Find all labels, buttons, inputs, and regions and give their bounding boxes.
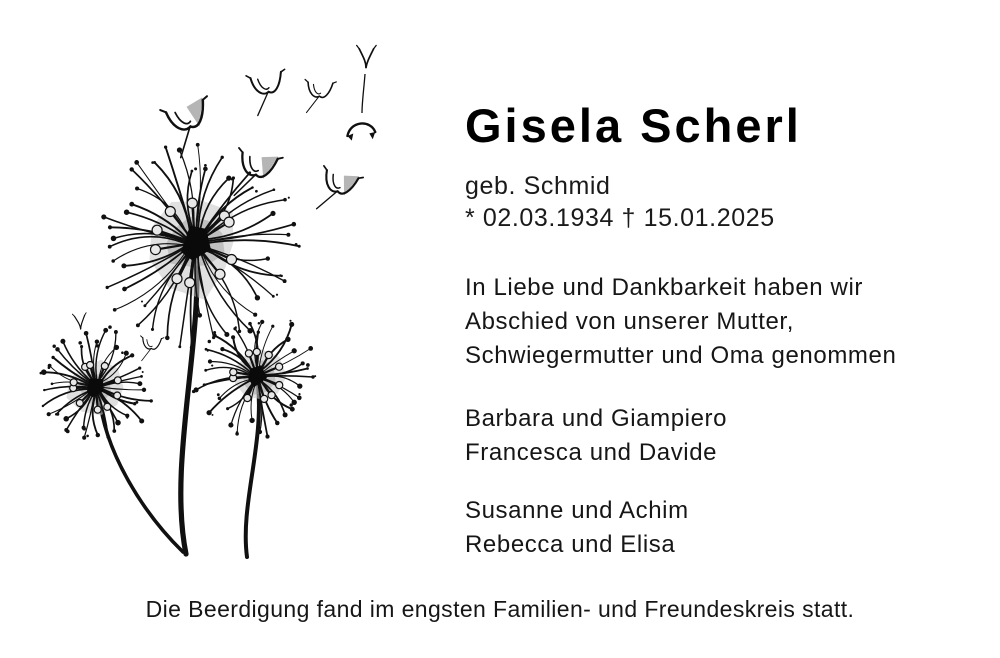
mourner-line: Francesca und Davide bbox=[465, 439, 718, 466]
tribute-text bbox=[465, 271, 896, 373]
deceased-name: Gisela Scherl bbox=[465, 99, 802, 152]
tribute-line: In Liebe und Dankbarkeit haben wir bbox=[465, 274, 863, 301]
mourner-line: Susanne und Achim bbox=[465, 497, 689, 524]
tribute-line: Schwiegermutter und Oma genommen bbox=[465, 342, 897, 369]
life-dates: * 02.03.1934 † 15.01.2025 bbox=[465, 204, 775, 232]
dandelion-illustration bbox=[0, 0, 430, 580]
mourners-group-2 bbox=[465, 494, 689, 562]
maiden-name: geb. Schmid bbox=[465, 172, 611, 200]
mourners-group-1 bbox=[465, 402, 727, 470]
mourner-line: Barbara und Giampiero bbox=[465, 405, 728, 432]
funeral-note: Die Beerdigung fand im engsten Familien- und Freundeskreis statt. bbox=[145, 596, 855, 622]
tribute-line: Abschied von unserer Mutter, bbox=[465, 308, 794, 335]
mourner-line: Rebecca und Elisa bbox=[465, 531, 676, 558]
